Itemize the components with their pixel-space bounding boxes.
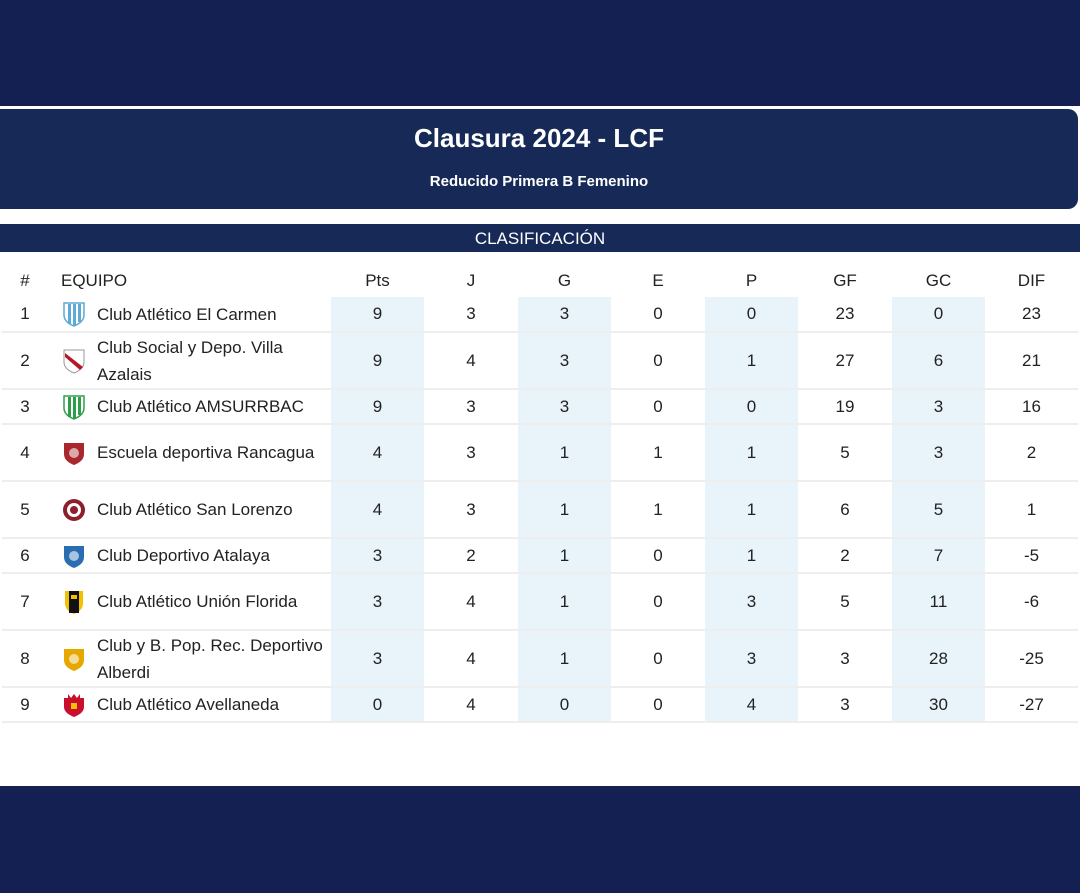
team-crest-icon — [61, 497, 87, 523]
cell-played: 3 — [424, 424, 518, 481]
cell-goal-difference: -27 — [985, 687, 1078, 722]
table-header — [0, 109, 1078, 209]
cell-goals-against: 0 — [892, 297, 985, 332]
cell-drawn: 0 — [611, 687, 705, 722]
cell-drawn: 1 — [611, 481, 705, 538]
cell-won: 0 — [518, 687, 611, 722]
row-position: 7 — [2, 573, 48, 630]
cell-lost: 3 — [705, 573, 798, 630]
cell-drawn: 0 — [611, 297, 705, 332]
row-position: 5 — [2, 481, 48, 538]
cell-drawn: 0 — [611, 389, 705, 424]
cell-drawn: 1 — [611, 424, 705, 481]
team-name[interactable]: Club Atlético AMSURRBAC — [97, 397, 304, 416]
table-row[interactable] — [2, 538, 1078, 573]
team-name[interactable]: Club Atlético Avellaneda — [97, 695, 280, 714]
table-row[interactable] — [2, 630, 1078, 687]
cell-goal-difference: 16 — [985, 389, 1078, 424]
cell-won: 1 — [518, 424, 611, 481]
cell-goals-against: 6 — [892, 332, 985, 389]
column-header-goal-difference[interactable]: DIF — [1017, 271, 1046, 290]
cell-won: 3 — [518, 297, 611, 332]
cell-lost: 4 — [705, 687, 798, 722]
cell-lost: 3 — [705, 630, 798, 687]
cell-goals-for: 5 — [798, 573, 892, 630]
cell-goals-for: 27 — [798, 332, 892, 389]
cell-drawn: 0 — [611, 332, 705, 389]
column-header-goals-against[interactable]: GC — [925, 271, 952, 290]
cell-goals-against: 5 — [892, 481, 985, 538]
cell-goal-difference: 1 — [985, 481, 1078, 538]
column-header-points[interactable]: Pts — [365, 271, 390, 290]
header-row — [2, 265, 1078, 297]
cell-points: 3 — [331, 573, 424, 630]
cell-goals-against: 28 — [892, 630, 985, 687]
row-position: 2 — [2, 332, 48, 389]
team-name[interactable]: Club Deportivo Atalaya — [97, 546, 270, 565]
team-name[interactable]: Escuela deportiva Rancagua — [97, 443, 315, 462]
cell-played: 4 — [424, 573, 518, 630]
column-header-lost[interactable]: P — [745, 271, 758, 290]
cell-won: 1 — [518, 573, 611, 630]
cell-won: 1 — [518, 538, 611, 573]
column-header-team[interactable]: EQUIPO — [61, 271, 128, 290]
row-position: 3 — [2, 389, 48, 424]
cell-lost: 1 — [705, 538, 798, 573]
cell-points: 3 — [331, 630, 424, 687]
column-header-played[interactable]: J — [466, 271, 476, 290]
cell-played: 3 — [424, 297, 518, 332]
cell-goals-for: 6 — [798, 481, 892, 538]
cell-won: 3 — [518, 389, 611, 424]
cell-goals-against: 7 — [892, 538, 985, 573]
section-title: CLASIFICACIÓN — [0, 224, 1080, 252]
cell-lost: 1 — [705, 332, 798, 389]
table-row[interactable] — [2, 481, 1078, 538]
cell-won: 1 — [518, 630, 611, 687]
cell-played: 4 — [424, 630, 518, 687]
cell-played: 4 — [424, 332, 518, 389]
cell-played: 3 — [424, 481, 518, 538]
cell-points: 4 — [331, 481, 424, 538]
team-name[interactable]: Club Atlético San Lorenzo — [97, 500, 293, 519]
cell-goals-against: 11 — [892, 573, 985, 630]
column-header-position[interactable]: # — [20, 271, 30, 290]
cell-goal-difference: 21 — [985, 332, 1078, 389]
column-header-drawn[interactable]: E — [652, 271, 664, 290]
page-subtitle: Reducido Primera B Femenino — [429, 173, 649, 190]
table-row[interactable] — [2, 424, 1078, 481]
cell-goal-difference: -5 — [985, 538, 1078, 573]
cell-played: 4 — [424, 687, 518, 722]
table-row[interactable] — [2, 573, 1078, 630]
row-position: 1 — [2, 297, 48, 332]
table-row[interactable] — [2, 687, 1078, 722]
cell-goal-difference: -6 — [985, 573, 1078, 630]
row-position: 6 — [2, 538, 48, 573]
cell-goal-difference: -25 — [985, 630, 1078, 687]
cell-points: 0 — [331, 687, 424, 722]
team-crest-icon — [61, 543, 87, 569]
cell-points: 9 — [331, 389, 424, 424]
table-row[interactable] — [2, 389, 1078, 424]
team-name[interactable]: Club Atlético Unión Florida — [97, 592, 298, 611]
team-name[interactable]: Club Social y Depo. Villa Azalais — [97, 337, 283, 384]
team-crest-icon — [61, 394, 87, 420]
team-crest-icon — [61, 646, 87, 672]
cell-goal-difference: 23 — [985, 297, 1078, 332]
cell-lost: 1 — [705, 424, 798, 481]
cell-drawn: 0 — [611, 538, 705, 573]
cell-points: 9 — [331, 332, 424, 389]
column-header-won[interactable]: G — [557, 271, 572, 290]
cell-goals-against: 3 — [892, 389, 985, 424]
cell-played: 2 — [424, 538, 518, 573]
cell-lost: 0 — [705, 297, 798, 332]
cell-goals-against: 30 — [892, 687, 985, 722]
cell-goals-against: 3 — [892, 424, 985, 481]
cell-goal-difference: 2 — [985, 424, 1078, 481]
team-name[interactable]: Club Atlético El Carmen — [97, 304, 277, 324]
column-header-goals-for[interactable]: GF — [833, 271, 857, 290]
cell-goals-for: 3 — [798, 687, 892, 722]
team-crest-icon — [61, 692, 87, 718]
team-crest-icon — [61, 589, 87, 615]
team-name[interactable]: Club y B. Pop. Rec. Deportivo Alberdi — [97, 635, 323, 682]
cell-played: 3 — [424, 389, 518, 424]
cell-drawn: 0 — [611, 573, 705, 630]
cell-goals-for: 3 — [798, 630, 892, 687]
cell-lost: 1 — [705, 481, 798, 538]
team-crest-icon — [61, 440, 87, 466]
cell-drawn: 0 — [611, 630, 705, 687]
cell-goals-for: 23 — [798, 297, 892, 332]
standings-table — [2, 265, 1078, 723]
row-position: 4 — [2, 424, 48, 481]
cell-goals-for: 19 — [798, 389, 892, 424]
table-row[interactable] — [2, 297, 1078, 332]
cell-goals-for: 2 — [798, 538, 892, 573]
row-position: 8 — [2, 630, 48, 687]
table-row[interactable] — [2, 332, 1078, 389]
page-title: Clausura 2024 - LCF — [414, 123, 664, 153]
cell-goals-for: 5 — [798, 424, 892, 481]
team-crest-icon — [61, 301, 87, 327]
cell-won: 3 — [518, 332, 611, 389]
cell-lost: 0 — [705, 389, 798, 424]
cell-points: 3 — [331, 538, 424, 573]
team-crest-icon — [61, 348, 87, 374]
row-position: 9 — [2, 687, 48, 722]
cell-won: 1 — [518, 481, 611, 538]
cell-points: 9 — [331, 297, 424, 332]
cell-points: 4 — [331, 424, 424, 481]
